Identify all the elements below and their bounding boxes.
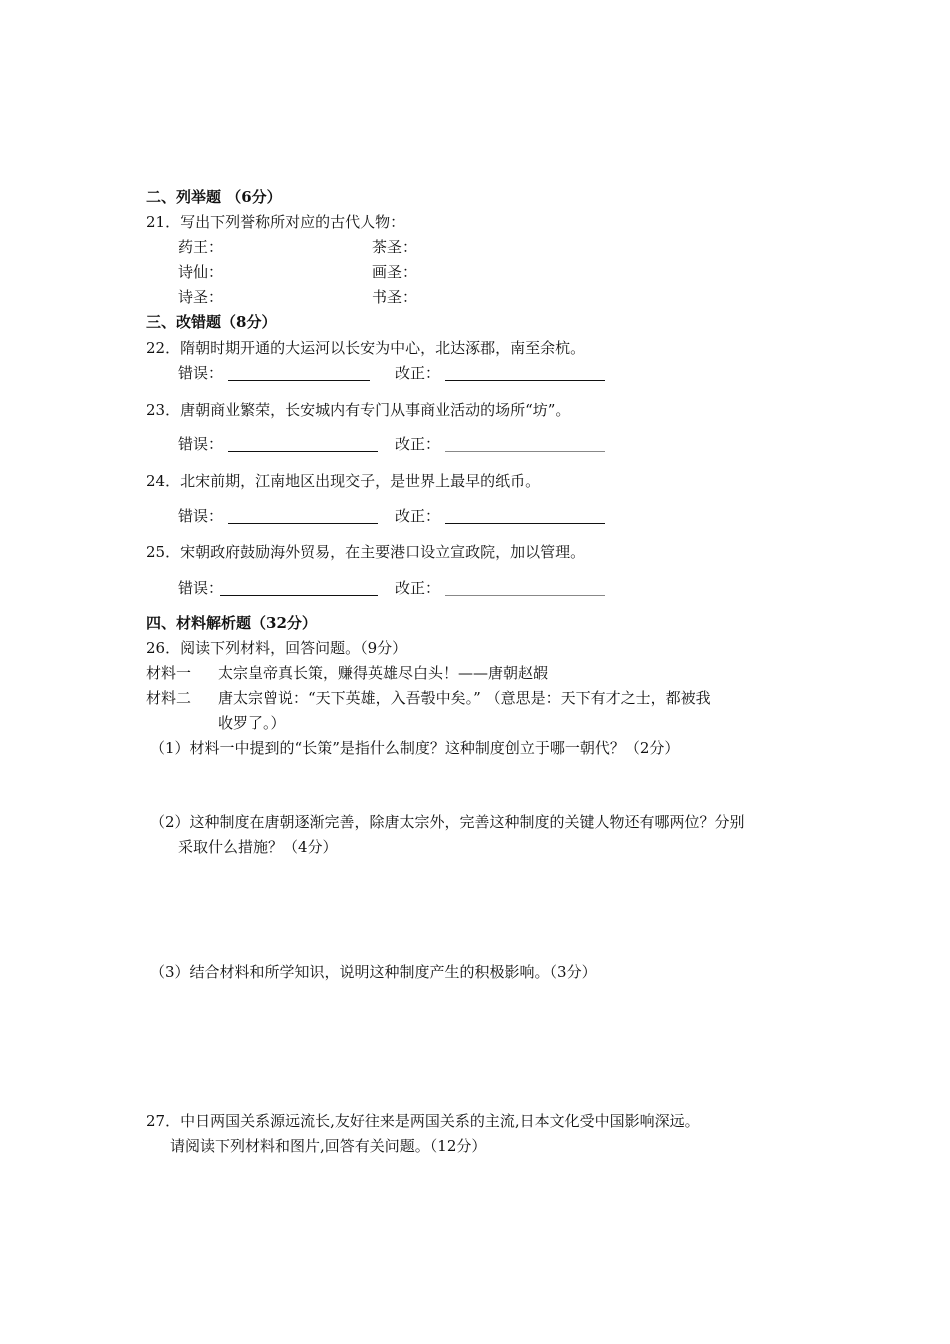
q23-error-label: 错误： xyxy=(178,435,224,453)
q21-item-chasheng: 茶圣： xyxy=(372,238,418,256)
question-26-stem: 26．阅读下列材料，回答问题。（9分） xyxy=(146,639,408,657)
q25-fix-blank[interactable] xyxy=(445,595,605,596)
q21-item-huasheng: 画圣： xyxy=(372,263,418,281)
q24-fix-blank[interactable] xyxy=(445,523,605,524)
material-1-label: 材料一 xyxy=(146,664,192,682)
q23-fix-blank[interactable] xyxy=(445,451,605,452)
q25-error-blank[interactable] xyxy=(220,595,378,596)
q22-fix-label: 改正： xyxy=(395,364,441,382)
section-heading-3: 三、改错题（8分） xyxy=(146,313,277,331)
material-2-text-line1: 唐太宗曾说：“天下英雄，入吾彀中矣。” （意思是：天下有才之士，都被我 xyxy=(218,689,711,707)
q24-error-label: 错误： xyxy=(178,507,224,525)
q26-sub-question-2-line2: 采取什么措施？（4分） xyxy=(178,838,338,856)
q26-sub-question-1: （1）材料一中提到的“长策”是指什么制度？这种制度创立于哪一朝代？（2分） xyxy=(150,739,680,757)
q25-error-label: 错误： xyxy=(178,579,224,597)
q26-sub-question-2-line1: （2）这种制度在唐朝逐渐完善，除唐太宗外，完善这种制度的关键人物还有哪两位？分别 xyxy=(150,813,745,831)
q25-fix-label: 改正： xyxy=(395,579,441,597)
question-22: 22．隋朝时期开通的大运河以长安为中心，北达涿郡，南至余杭。 xyxy=(146,339,586,357)
q21-item-shixian: 诗仙： xyxy=(178,263,224,281)
q21-item-shusheng: 书圣： xyxy=(372,288,418,306)
section-heading-4: 四、材料解析题（32分） xyxy=(146,614,317,632)
q21-item-yaowang: 药王： xyxy=(178,238,224,256)
q22-fix-blank[interactable] xyxy=(445,380,605,381)
q24-fix-label: 改正： xyxy=(395,507,441,525)
question-24: 24．北宋前期，江南地区出现交子，是世界上最早的纸币。 xyxy=(146,472,541,490)
material-1-text: 太宗皇帝真长策，赚得英雄尽白头！——唐朝赵嘏 xyxy=(218,664,549,682)
q24-error-blank[interactable] xyxy=(228,523,378,524)
question-23: 23．唐朝商业繁荣，长安城内有专门从事商业活动的场所“坊”。 xyxy=(146,401,571,419)
q22-error-label: 错误： xyxy=(178,364,224,382)
material-2-label: 材料二 xyxy=(146,689,192,707)
q26-sub-question-3: （3）结合材料和所学知识，说明这种制度产生的积极影响。（3分） xyxy=(150,963,597,981)
question-21-stem: 21．写出下列誉称所对应的古代人物： xyxy=(146,213,406,231)
question-27-line2: 请阅读下列材料和图片,回答有关问题。（12分） xyxy=(170,1137,487,1155)
q21-item-shisheng: 诗圣： xyxy=(178,288,224,306)
question-25: 25．宋朝政府鼓励海外贸易，在主要港口设立宣政院，加以管理。 xyxy=(146,543,586,561)
q22-error-blank[interactable] xyxy=(228,380,370,381)
q23-error-blank[interactable] xyxy=(228,451,378,452)
question-27-line1: 27．中日两国关系源远流长,友好往来是两国关系的主流,日本文化受中国影响深远。 xyxy=(146,1112,700,1130)
material-2-text-line2: 收罗了。） xyxy=(218,714,286,732)
section-heading-2: 二、列举题 （6分） xyxy=(146,188,282,206)
q23-fix-label: 改正： xyxy=(395,435,441,453)
